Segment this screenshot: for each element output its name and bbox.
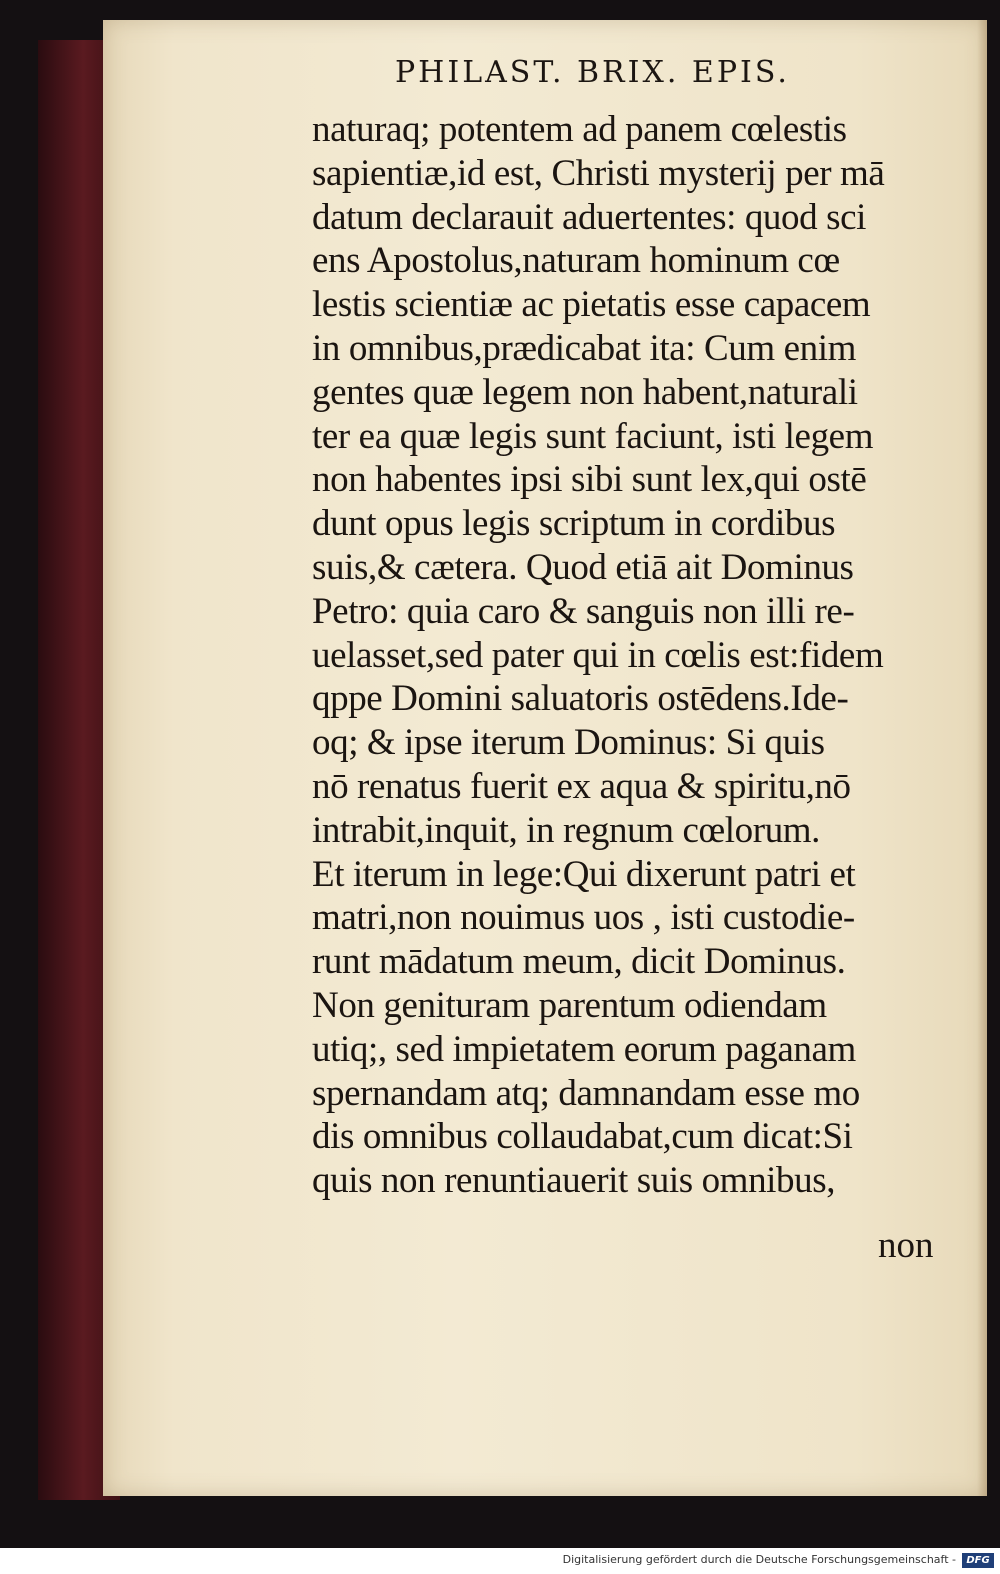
- text-line: suis,& cætera. Quod etiā ait Dominus: [312, 546, 854, 588]
- text-line: intrabit,inquit, in regnum cœlorum.: [312, 809, 821, 851]
- text-line: Et iterum in lege:Qui dixerunt patri et: [312, 853, 856, 895]
- text-line: gentes quæ legem non habent,naturali: [312, 371, 858, 413]
- text-line: uelasset,sed pater qui in cœlis est:fidem: [312, 634, 884, 676]
- text-line: naturaq; potentem ad panem cœlestis: [312, 109, 847, 150]
- text-line: qppe Domini saluatoris ostēdens.Ide-: [312, 678, 849, 720]
- running-head: PHILAST. BRIX. EPIS.: [395, 55, 790, 90]
- footer-bar: [0, 1548, 1000, 1574]
- show-through-ink: [175, 900, 295, 1260]
- catchword: non: [878, 1225, 934, 1266]
- text-line: Non genituram parentum odiendam: [312, 984, 827, 1026]
- text-line: matri,non nouimus uos , isti custodie-: [312, 897, 855, 939]
- text-line: Petro: quia caro & sanguis non illi re-: [312, 590, 855, 632]
- text-line: spernandam atq; damnandam esse mo: [312, 1072, 860, 1114]
- text-line: non habentes ipsi sibi sunt lex,qui ostē: [312, 459, 867, 501]
- text-line: dunt opus legis scriptum in cordibus: [312, 503, 836, 545]
- text-line: nō renatus fuerit ex aqua & spiritu,nō: [312, 765, 851, 807]
- text-line: dis omnibus collaudabat,cum dicat:Si: [312, 1116, 853, 1158]
- text-line: in omnibus,prædicabat ita: Cum enim: [312, 327, 857, 369]
- text-line: ens Apostolus,naturam hominum cœ: [312, 240, 840, 282]
- text-line: ter ea quæ legis sunt faciunt, isti legem: [312, 415, 874, 457]
- body-text: [312, 108, 962, 1203]
- page-edge: [977, 20, 987, 1496]
- text-line: utiq;, sed impietatem eorum paganam: [312, 1028, 856, 1070]
- text-line: lestis scientiæ ac pietatis esse capacem: [312, 284, 871, 326]
- text-line: quis non renuntiauerit suis omnibus,: [312, 1160, 836, 1202]
- text-line: runt mādatum meum, dicit Dominus.: [312, 941, 846, 983]
- dfg-logo: DFG: [962, 1553, 994, 1568]
- footer-funding-text: Digitalisierung gefördert durch die Deutsche Forschungsgemeinschaft -: [562, 1553, 956, 1566]
- text-line: datum declarauit aduertentes: quod sci: [312, 196, 866, 238]
- text-line: sapientiæ,id est, Christi mysterij per mā: [312, 152, 885, 194]
- text-line: oq; & ipse iterum Dominus: Si quis: [312, 722, 825, 764]
